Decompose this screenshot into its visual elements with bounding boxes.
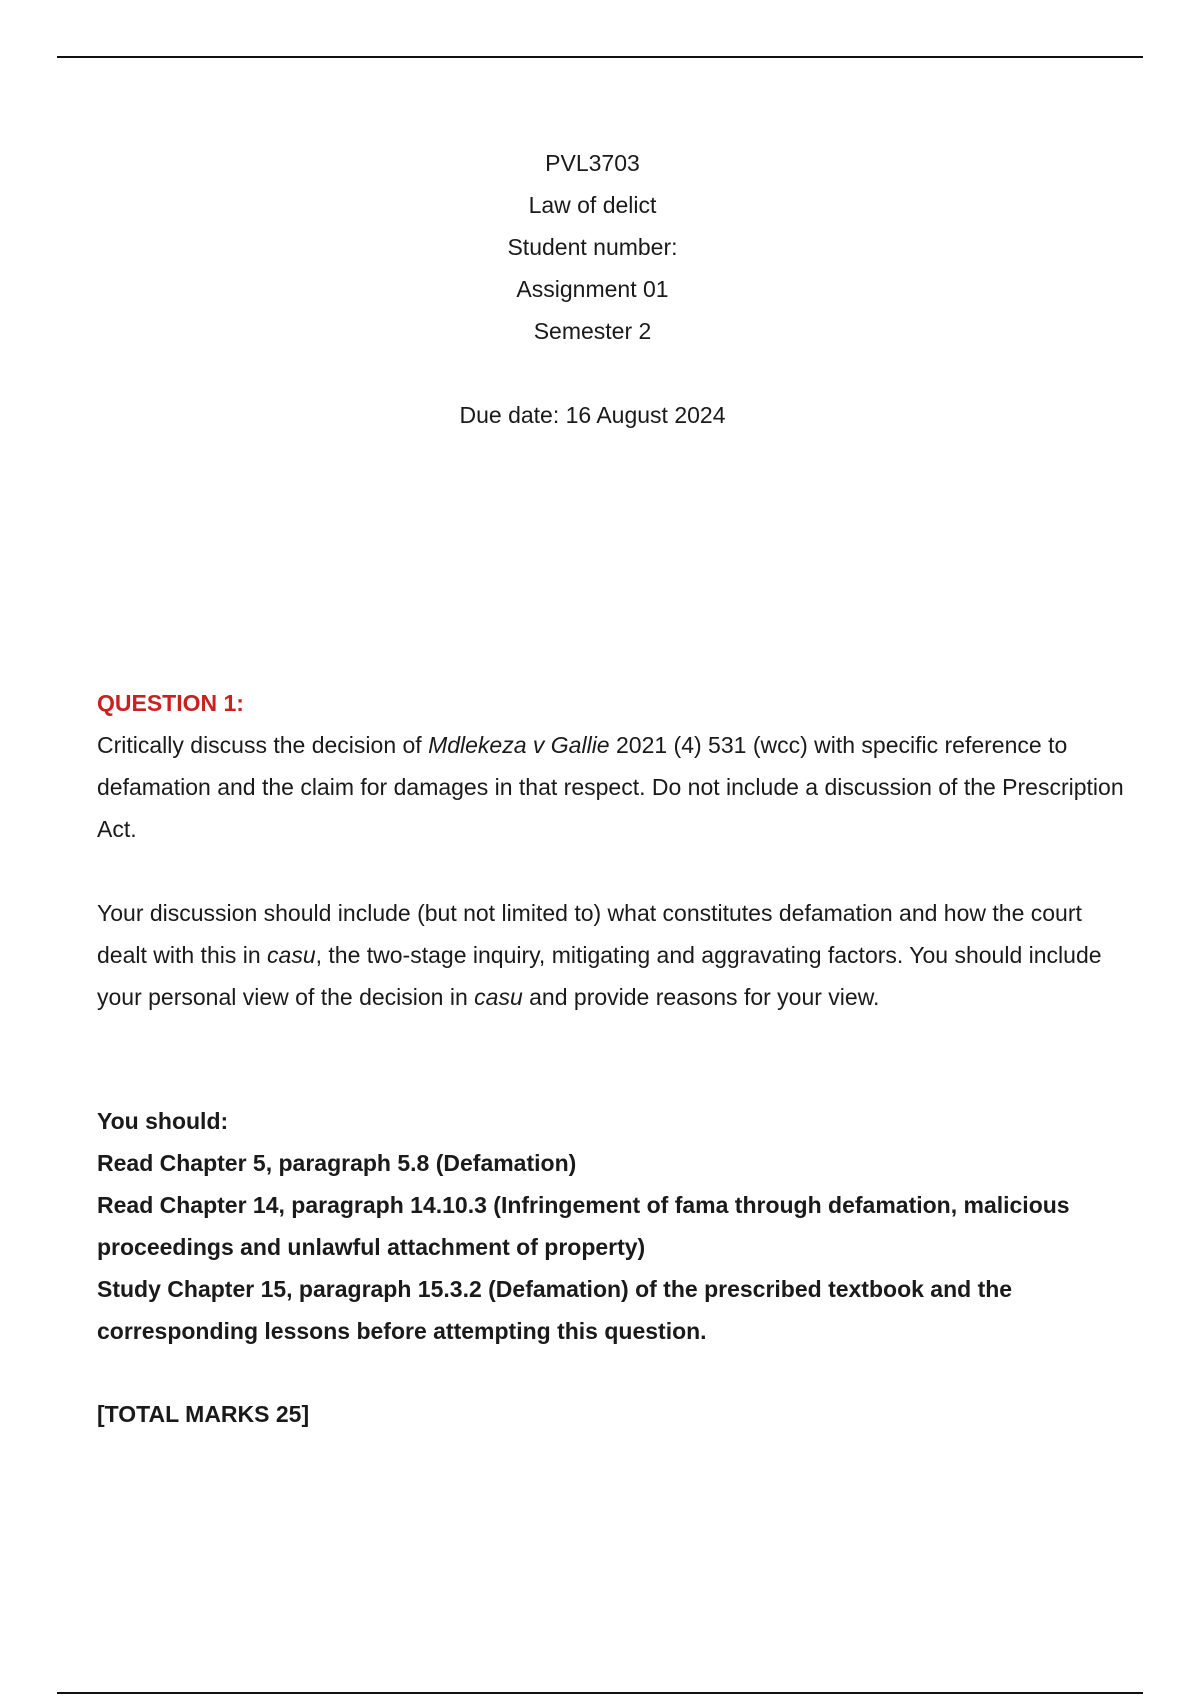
question-heading: QUESTION 1: [97, 690, 244, 716]
instructions-heading: You should: [97, 1108, 229, 1134]
total-marks: [TOTAL MARKS 25] [97, 1401, 310, 1427]
question-paragraph-1 [97, 724, 1127, 850]
course-name: Law of delict [528, 192, 657, 218]
document-header [0, 142, 1185, 436]
question-section [97, 682, 1127, 1018]
casu-term-2: casu [474, 984, 523, 1010]
p2-text-1: Your discussion should include (but not limited to) what constitutes defamation and how the court dealt with this in [97, 900, 1082, 968]
p2-text-2: , the two-stage inquiry, mitigating and aggravating factors. You should include your personal view of the decision in [97, 942, 1102, 1010]
instruction-item: Study Chapter 15, paragraph 15.3.2 (Defamation) of the prescribed textbook and the corresponding lessons before attempting this question. [97, 1276, 1013, 1344]
due-date: Due date: 16 August 2024 [459, 402, 726, 428]
p2-text-3: and provide reasons for your view. [522, 984, 880, 1010]
semester-label: Semester 2 [533, 318, 652, 344]
course-code: PVL3703 [545, 150, 640, 176]
instruction-item: Read Chapter 5, paragraph 5.8 (Defamation) [97, 1150, 577, 1176]
student-number-label: Student number: [507, 234, 678, 260]
assignment-label: Assignment 01 [516, 276, 669, 302]
case-name: Mdlekeza v Gallie [428, 732, 610, 758]
question-paragraph-2 [97, 892, 1127, 1018]
casu-term-1: casu [267, 942, 316, 968]
study-instructions [97, 1100, 1127, 1352]
p1-text-end: 2021 (4) 531 (wcc) with specific reference to defamation and the claim for damages in that respect. Do not include a discussion of the Prescription Act. [97, 732, 1124, 842]
p1-text-start: Critically discuss the decision of [97, 732, 429, 758]
bottom-rule [57, 1692, 1143, 1694]
top-rule [57, 56, 1143, 58]
instruction-item: Read Chapter 14, paragraph 14.10.3 (Infringement of fama through defamation, malicious proceedings and unlawful attachment of property) [97, 1192, 1070, 1260]
